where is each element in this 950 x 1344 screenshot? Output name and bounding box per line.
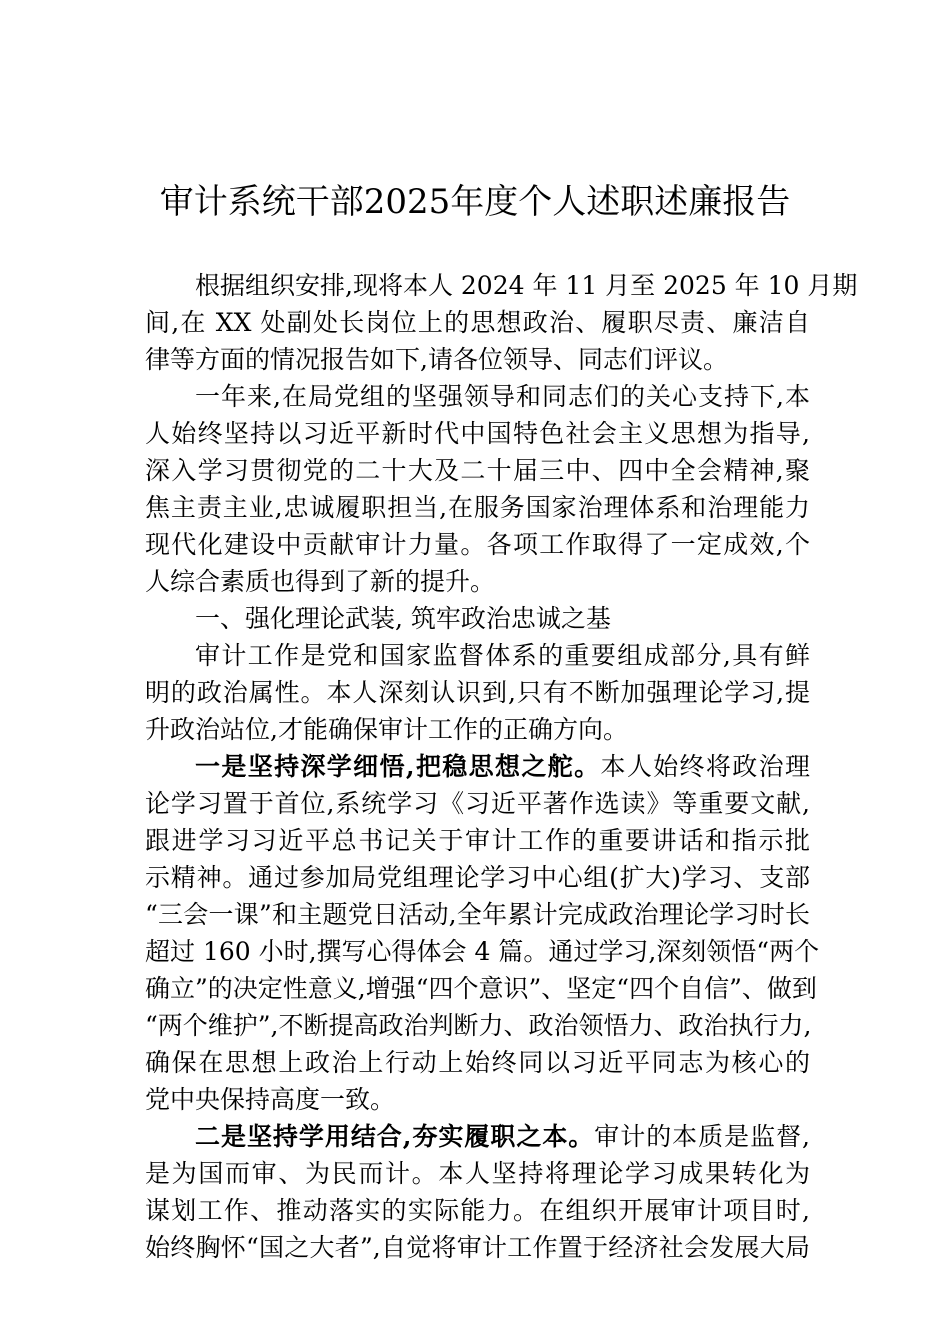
- document-title: 审计系统干部2025年度个人述职述廉报告: [159, 182, 791, 222]
- text-line: 论学习置于首位,系统学习《习近平著作选读》等重要文献,: [145, 789, 810, 818]
- text-line: 谋划工作、推动落实的实际能力。在组织开展审计项目时,: [145, 1196, 810, 1225]
- section-heading: [145, 600, 810, 637]
- text-line: 人综合素质也得到了新的提升。: [145, 567, 496, 596]
- text-line: 升政治站位,才能确保审计工作的正确方向。: [145, 715, 628, 744]
- text-line-rest: 本人始终将政治理: [600, 752, 810, 781]
- text-line: 党中央保持高度一致。: [145, 1085, 396, 1114]
- paragraph-point-two: [145, 1118, 810, 1266]
- text-line: 确保在思想上政治上行动上始终同以习近平同志为核心的: [145, 1048, 810, 1077]
- text-line: “两个维护”,不断提高政治判断力、政治领悟力、政治执行力,: [145, 1011, 812, 1040]
- text-line: 现代化建设中贡献审计力量。各项工作取得了一定成效,个: [145, 530, 810, 559]
- text-line: 间,在 XX 处副处长岗位上的思想政治、履职尽责、廉洁自: [145, 308, 810, 337]
- paragraph-overview: [145, 378, 810, 600]
- text-line-rest: 审计的本质是监督,: [594, 1122, 810, 1151]
- text-line: 超过 160 小时,撰写心得体会 4 篇。通过学习,深刻领悟“两个: [145, 937, 820, 966]
- text-line: 一年来,在局党组的坚强领导和同志们的关心支持下,本: [195, 382, 810, 411]
- document-body: [145, 267, 858, 1266]
- paragraph-intro: [145, 267, 858, 378]
- text-line: 审计工作是党和国家监督体系的重要组成部分,具有鲜: [195, 641, 810, 670]
- text-line: 确立”的决定性意义,增强“四个意识”、坚定“四个自信”、做到: [145, 974, 817, 1003]
- bold-lead: 二是坚持学用结合,夯实履职之本。: [195, 1122, 595, 1151]
- text-line: 明的政治属性。本人深刻认识到,只有不断加强理论学习,提: [145, 678, 810, 707]
- text-line: 焦主责主业,忠诚履职担当,在服务国家治理体系和治理能力: [145, 493, 810, 522]
- text-line: “三会一课”和主题党日活动,全年累计完成政治理论学习时长: [145, 900, 810, 929]
- text-line: [145, 748, 810, 785]
- paragraph-section-intro: [145, 637, 810, 748]
- bold-lead: 一是坚持深学细悟,把稳思想之舵。: [195, 752, 601, 781]
- paragraph-point-one: [145, 748, 820, 1118]
- text-line: 人始终坚持以习近平新时代中国特色社会主义思想为指导,: [145, 419, 810, 448]
- text-line: 示精神。通过参加局党组理论学习中心组(扩大)学习、支部: [145, 863, 810, 892]
- text-line: 是为国而审、为民而计。本人坚持将理论学习成果转化为: [145, 1159, 810, 1188]
- text-line: 跟进学习习近平总书记关于审计工作的重要讲话和指示批: [145, 826, 810, 855]
- text-line: 律等方面的情况报告如下,请各位领导、同志们评议。: [145, 345, 728, 374]
- text-line: [145, 1118, 810, 1155]
- text-line: 始终胸怀“国之大者”,自觉将审计工作置于经济社会发展大局: [145, 1233, 810, 1262]
- section-heading-text: 一、强化理论武装, 筑牢政治忠诚之基: [195, 604, 611, 633]
- text-line: 根据组织安排,现将本人 2024 年 11 月至 2025 年 10 月期: [195, 271, 858, 300]
- text-line: 深入学习贯彻党的二十大及二十届三中、四中全会精神,聚: [145, 456, 810, 485]
